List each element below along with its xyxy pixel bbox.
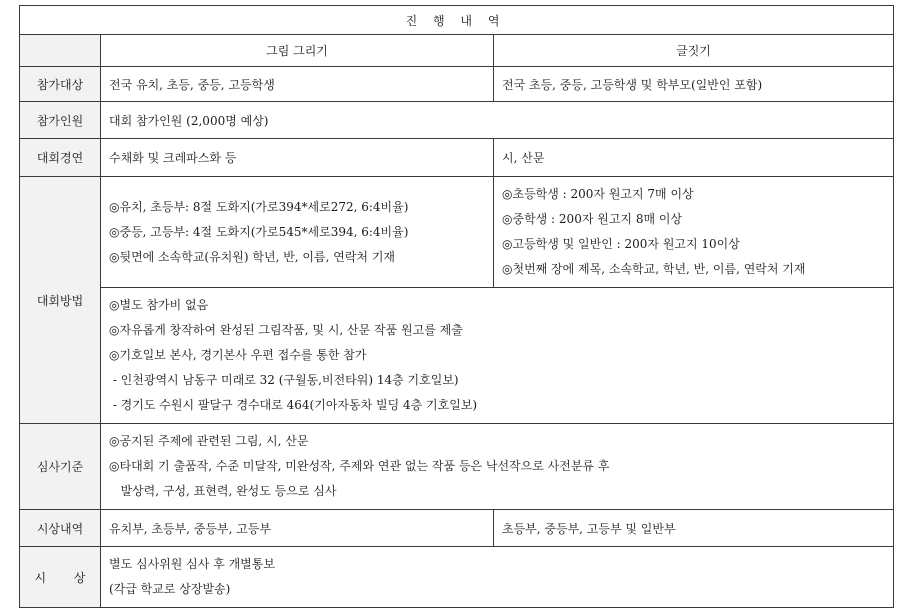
- award-divisions-drawing: 유치부, 초등부, 중등부, 고등부: [101, 510, 494, 547]
- criteria-content: [101, 424, 894, 510]
- progress-details-table: [19, 5, 894, 608]
- award-line: 별도 심사위원 심사 후 개별통보: [109, 557, 275, 571]
- table-row: [20, 547, 894, 608]
- row-label-category: 대회경연: [20, 139, 101, 177]
- method-address-line: - 경기도 수원시 팔달구 경수대로 464(기아자동차 빌딩 4층 기호일보): [109, 398, 478, 412]
- method-drawing-line: ◎유치, 초등부: 8절 도화지(가로394*세로272, 6:4비율): [109, 199, 409, 214]
- criteria-line: ◎공지된 주제에 관련된 그림, 시, 산문: [109, 434, 309, 448]
- category-writing: 시, 산문: [494, 139, 894, 177]
- method-writing: [494, 177, 894, 288]
- row-label-award-divisions: 시상내역: [20, 510, 101, 547]
- table-row: [20, 288, 894, 424]
- method-common-line: ◎기호일보 본사, 경기본사 우편 접수를 통한 참가: [109, 348, 367, 362]
- method-writing-line: ◎첫번째 장에 제목, 소속학교, 학년, 반, 이름, 연락처 기재: [502, 262, 806, 276]
- header-corner-cell: [20, 35, 101, 67]
- award-line: (각급 학교로 상장발송): [109, 582, 231, 596]
- method-drawing-line: ◎뒷면에 소속학교(유치원) 학년, 반, 이름, 연락처 기재: [109, 249, 396, 264]
- method-common: [101, 288, 894, 424]
- table-row: [20, 67, 894, 102]
- method-address-line: - 인천광역시 남동구 미래로 32 (구월동,비전타워) 14층 기호일보): [109, 373, 459, 387]
- row-label-participants: 참가대상: [20, 67, 101, 102]
- method-common-line: ◎별도 참가비 없음: [109, 298, 209, 312]
- table-title: 진 행 내 역: [20, 6, 894, 35]
- award-divisions-writing: 초등부, 중등부, 고등부 및 일반부: [494, 510, 894, 547]
- row-label-award-text: 시 상: [34, 570, 98, 585]
- award-content: [101, 547, 894, 608]
- criteria-line: 발상력, 구성, 표현력, 완성도 등으로 심사: [109, 484, 337, 498]
- table-title-row: [20, 6, 894, 35]
- method-common-line: ◎자유롭게 창작하여 완성된 그림작품, 및 시, 산문 작품 원고를 제출: [109, 323, 463, 337]
- participants-drawing: 전국 유치, 초등, 중등, 고등학생: [101, 67, 494, 102]
- method-drawing: [101, 177, 494, 288]
- row-label-method: 대회방법: [20, 177, 101, 424]
- method-writing-line: ◎중학생 : 200자 원고지 8매 이상: [502, 212, 683, 226]
- method-drawing-line: ◎중등, 고등부: 4절 도화지(가로545*세로394, 6:4비율): [109, 224, 409, 239]
- method-writing-line: ◎고등학생 및 일반인 : 200자 원고지 10이상: [502, 237, 740, 251]
- row-label-headcount: 참가인원: [20, 102, 101, 139]
- table-row: [20, 510, 894, 547]
- table-row: [20, 177, 894, 288]
- category-drawing: 수채화 및 크레파스화 등: [101, 139, 494, 177]
- headcount-value: 대회 참가인원 (2,000명 예상): [101, 102, 894, 139]
- column-header-row: [20, 35, 894, 67]
- column-header-drawing: 그림 그리기: [101, 35, 494, 67]
- method-writing-line: ◎초등학생 : 200자 원고지 7매 이상: [502, 187, 694, 201]
- column-header-writing: 글짓기: [494, 35, 894, 67]
- table-row: [20, 139, 894, 177]
- table-row: [20, 102, 894, 139]
- row-label-criteria: 심사기준: [20, 424, 101, 510]
- row-label-award: [20, 547, 101, 608]
- criteria-line: ◎타대회 기 출품작, 수준 미달작, 미완성작, 주제와 연관 없는 작품 등은 낙선작으로 사전분류 후: [109, 459, 610, 473]
- participants-writing: 전국 초등, 중등, 고등학생 및 학부모(일반인 포함): [494, 67, 894, 102]
- table-row: [20, 424, 894, 510]
